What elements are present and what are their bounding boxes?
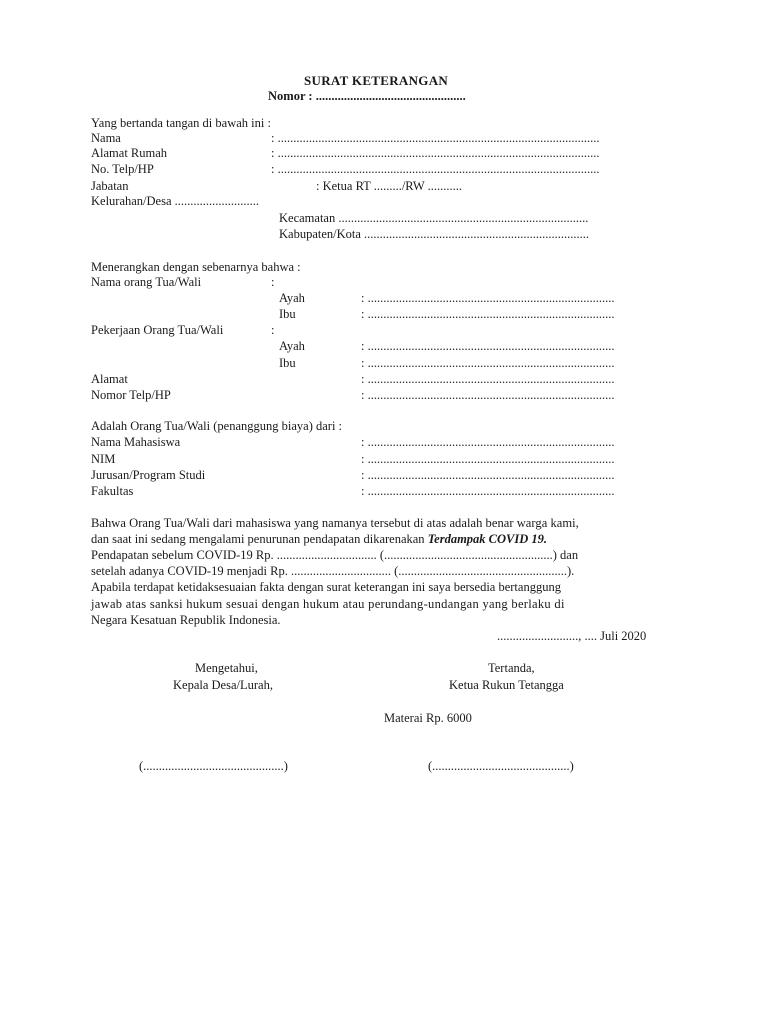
parents-ayah2-label: Ayah [279,339,305,353]
closing-left-title: Mengetahui, [195,661,258,675]
parents-ibu2-label: Ibu [279,356,296,370]
parents-ibu2-value: : ............................................................................... [361,356,615,370]
parents-telp-value: : ............................................................................... [361,388,615,402]
nomor-label: Nomor : [268,89,313,103]
nomor-dots: ................................................ [315,89,466,103]
statement-line-5: Apabila terdapat ketidaksesuaian fakta dengan surat keterangan ini saya bersedia bertanggung [91,580,561,594]
statement-line-2 [91,531,547,547]
student-nim-label: NIM [91,452,116,466]
statement-emphasis: Terdampak COVID 19. [427,532,548,546]
right-signature-line: (............................................) [428,759,574,773]
intro-jabatan-value: : Ketua RT ........./RW ........... [316,179,463,193]
student-jurusan-label: Jurusan/Program Studi [91,468,206,482]
intro-lead: Yang bertanda tangan di bawah ini : [91,116,271,130]
parents-pekerjaan-colon: : [271,323,275,337]
statement-line-3: Pendapatan sebelum COVID-19 Rp. ................................ (......................................................) dan [91,548,579,562]
parents-telp-label: Nomor Telp/HP [91,388,171,402]
parents-nama-colon: : [271,275,275,289]
student-lead: Adalah Orang Tua/Wali (penanggung biaya) dari : [91,419,343,433]
student-nama-label: Nama Mahasiswa [91,435,181,449]
left-signature-line: (.............................................) [139,759,288,773]
student-nim-value: : ............................................................................... [361,452,615,466]
document-title: SURAT KETERANGAN [304,73,449,88]
intro-nama-label: Nama [91,131,121,145]
closing-right-title: Tertanda, [488,661,535,675]
parents-ibu-label: Ibu [279,307,296,321]
document-number [268,88,466,104]
intro-nama-value: : ....................................................................................................... [271,131,600,145]
intro-kecamatan: Kecamatan ................................................................................ [279,211,589,225]
statement-line-2-text: dan saat ini sedang mengalami penurunan pendapatan dikarenakan [91,532,428,546]
intro-kabupaten: Kabupaten/Kota ........................................................................ [279,227,590,241]
student-fakultas-value: : ............................................................................... [361,484,615,498]
statement-line-7: Negara Kesatuan Republik Indonesia. [91,613,281,627]
intro-jabatan-label: Jabatan [91,179,129,193]
closing-right-role: Ketua Rukun Tetangga [449,678,564,692]
parents-ibu-value: : ............................................................................... [361,307,615,321]
parents-ayah2-value: : ............................................................................... [361,339,615,353]
intro-telp-label: No. Telp/HP [91,162,154,176]
parents-lead: Menerangkan dengan sebenarnya bahwa : [91,260,301,274]
parents-pekerjaan-label: Pekerjaan Orang Tua/Wali [91,323,224,337]
student-nama-value: : ............................................................................... [361,435,615,449]
statement-line-1: Bahwa Orang Tua/Wali dari mahasiswa yang namanya tersebut di atas adalah benar warga kami, [91,516,579,530]
parents-nama-label: Nama orang Tua/Wali [91,275,202,289]
materai-label: Materai Rp. 6000 [384,711,472,725]
parents-alamat-value: : ............................................................................... [361,372,615,386]
statement-line-6: jawab atas sanksi hukum sesuai dengan hukum atau perundang-undangan yang berlaku di [91,597,565,611]
intro-alamat-label: Alamat Rumah [91,146,168,160]
student-jurusan-value: : ............................................................................... [361,468,615,482]
statement-line-4: setelah adanya COVID-19 menjadi Rp. ................................ (......................................................). [91,564,575,578]
closing-date: .........................., .... Juli 2020 [497,629,647,643]
intro-kelurahan: Kelurahan/Desa ........................... [91,194,260,208]
parents-ayah-value: : ............................................................................... [361,291,615,305]
closing-left-role: Kepala Desa/Lurah, [173,678,273,692]
parents-alamat-label: Alamat [91,372,128,386]
intro-telp-value: : ....................................................................................................... [271,162,600,176]
parents-ayah-label: Ayah [279,291,305,305]
student-fakultas-label: Fakultas [91,484,134,498]
intro-alamat-value: : ....................................................................................................... [271,146,600,160]
